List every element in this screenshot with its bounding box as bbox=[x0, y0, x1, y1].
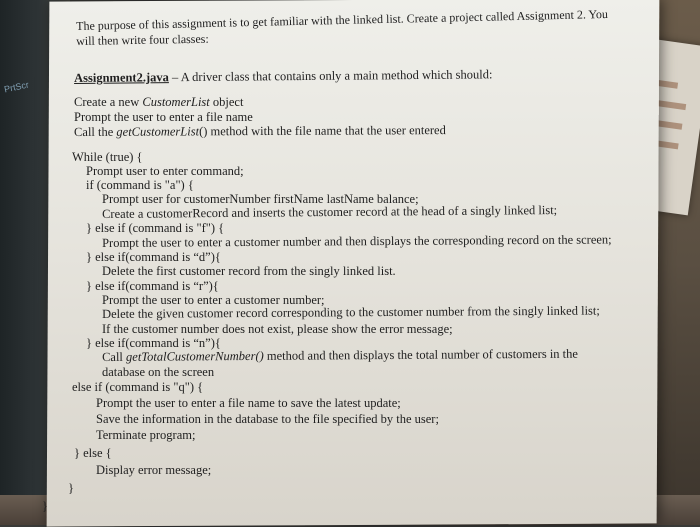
pseudo-line: Prompt the user to enter a file name to save the latest update; bbox=[96, 396, 401, 410]
setup-line-1-class: CustomerList bbox=[142, 95, 210, 109]
pseudo-method-name: getTotalCustomerNumber() bbox=[125, 348, 264, 364]
pseudo-line-suffix: method and then displays the total number of customers in the bbox=[263, 346, 578, 363]
setup-line-2: Prompt the user to enter a file name bbox=[74, 110, 253, 124]
setup-line-3 bbox=[74, 123, 446, 140]
pseudo-closing-brace: } bbox=[68, 481, 74, 495]
intro-line-2: will then write four classes: bbox=[76, 31, 209, 48]
pseudo-line: Delete the first customer record from the singly linked list. bbox=[102, 264, 396, 278]
pseudo-line: if (command is "a") { bbox=[86, 178, 194, 192]
pseudo-line: Create a customerRecord and inserts the customer record at the head of a singly linked list; bbox=[102, 203, 558, 221]
pseudo-closing-brace: } bbox=[42, 499, 48, 513]
pseudo-line: If the customer number does not exist, please show the error message; bbox=[102, 322, 453, 336]
driver-class-description: – A driver class that contains only a main method which should: bbox=[168, 67, 493, 85]
pseudo-line: } else { bbox=[74, 446, 112, 460]
keyboard-key-label: PrtScr bbox=[3, 79, 30, 95]
pseudo-line: } else if (command is "f") { bbox=[86, 221, 225, 235]
setup-line-3-suffix: () method with the file name that the user entered bbox=[199, 123, 446, 139]
pseudo-line: Display error message; bbox=[96, 463, 212, 477]
pseudo-line: database on the screen bbox=[102, 365, 215, 379]
pseudo-line-prefix: Call bbox=[102, 349, 127, 364]
pseudo-line: else if (command is "q") { bbox=[72, 380, 204, 394]
setup-line-3-prefix: Call the bbox=[74, 124, 117, 139]
setup-line-1 bbox=[74, 95, 243, 110]
pseudo-line: Save the information in the database to the file specified by the user; bbox=[96, 412, 439, 426]
pseudo-line: Delete the given customer record corresponding to the customer number from the singly linked list; bbox=[102, 303, 600, 321]
driver-class-heading bbox=[74, 67, 492, 86]
intro-line-1: The purpose of this assignment is to get familiar with the linked list. Create a project called Assignment 2. You bbox=[76, 6, 609, 33]
pseudo-line: } else if(command is “r”){ bbox=[86, 279, 219, 293]
setup-line-1-suffix: object bbox=[209, 95, 244, 109]
pseudo-line bbox=[102, 347, 578, 365]
pseudo-line: Prompt the user to enter a customer number and then displays the corresponding record on the screen; bbox=[102, 232, 612, 250]
pseudo-line: Prompt the user to enter a customer number; bbox=[102, 293, 325, 307]
pseudo-line: } else if(command is “d”){ bbox=[86, 250, 221, 264]
pseudo-line: } else if(command is “n”){ bbox=[86, 336, 221, 350]
setup-line-1-prefix: Create a new bbox=[74, 95, 143, 109]
setup-line-3-method: getCustomerList bbox=[116, 124, 200, 139]
driver-class-name: Assignment2.java bbox=[74, 70, 169, 85]
pseudo-line: Prompt user to enter command; bbox=[86, 164, 244, 178]
pseudo-line: Terminate program; bbox=[96, 428, 196, 442]
pseudo-line: Prompt user for customerNumber firstName lastName balance; bbox=[102, 192, 419, 206]
pseudo-while: While (true) { bbox=[72, 150, 143, 164]
